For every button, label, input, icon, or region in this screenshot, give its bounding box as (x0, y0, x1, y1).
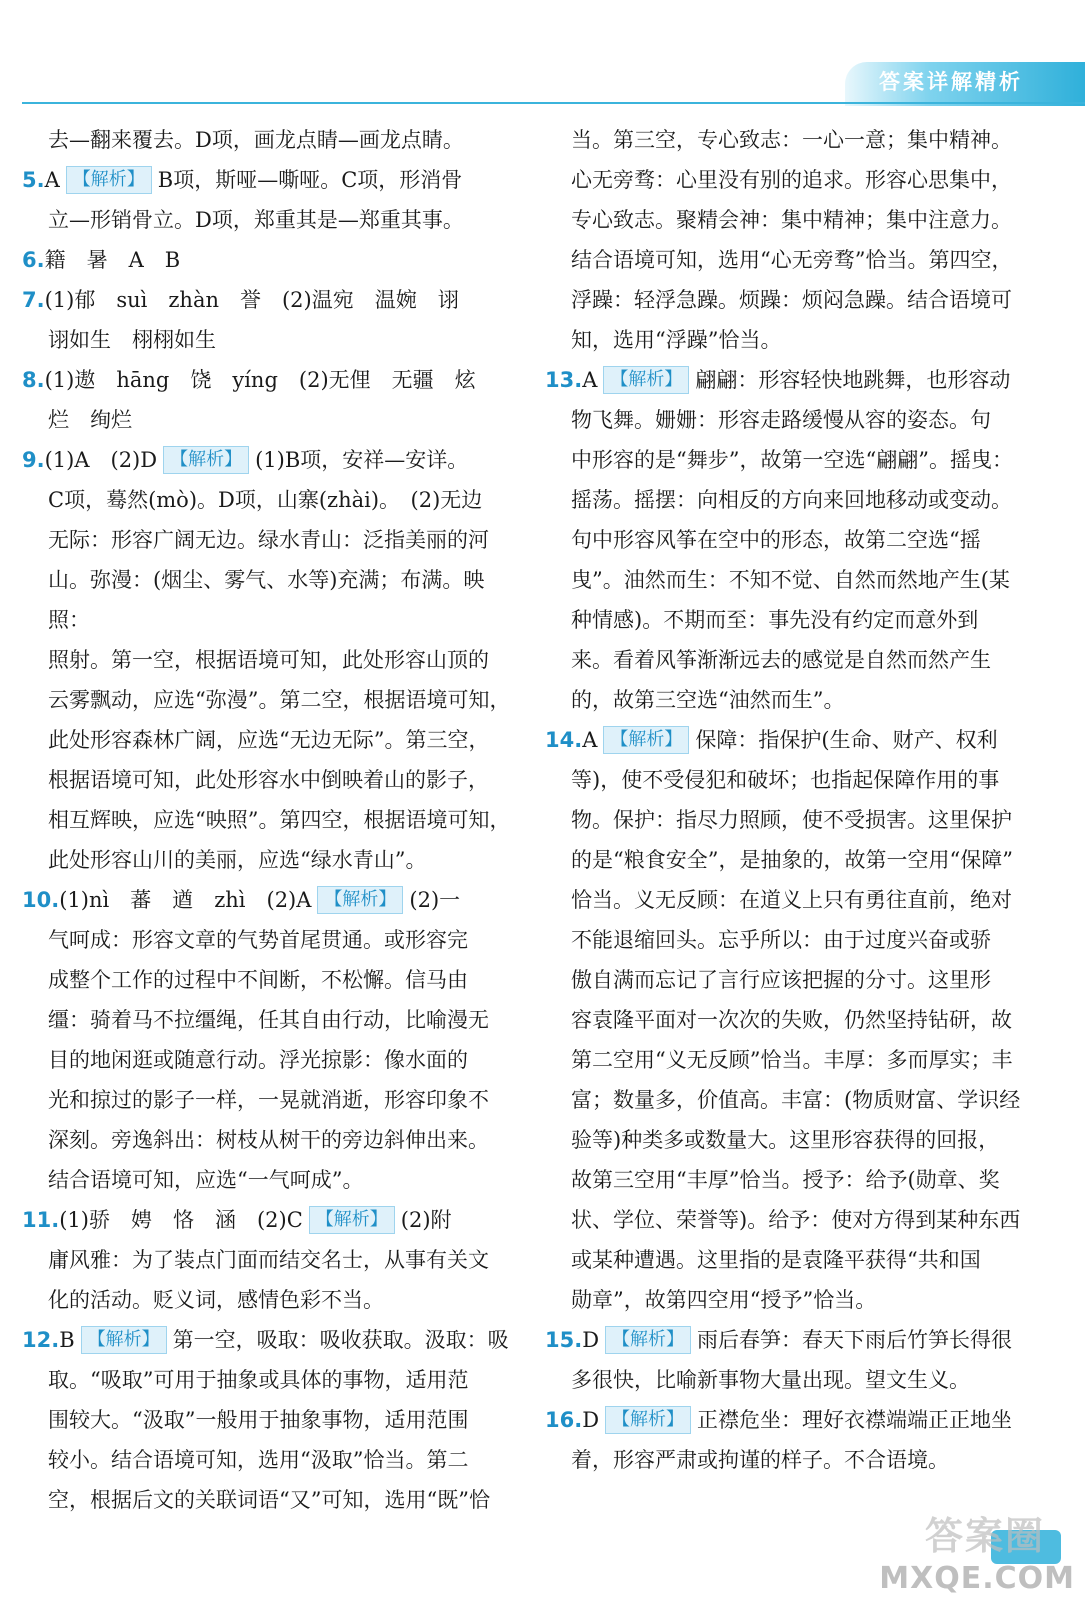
right-column (545, 120, 1023, 1480)
answer-item (545, 1320, 1023, 1400)
analysis-tag: 【解析】 (605, 1326, 691, 1354)
explanation-line: 烂 绚烂 (48, 408, 132, 432)
question-number: 12. (22, 1328, 60, 1352)
answer-item (22, 1320, 522, 1520)
answer-item (22, 160, 522, 240)
question-number: 8. (22, 368, 45, 392)
answer-first-line (22, 1200, 522, 1240)
question-number: 6. (22, 248, 45, 272)
explanation-line: 庸风雅：为了装点门面而结交名士，从事有关文 (48, 1248, 489, 1272)
answer-first-line (22, 240, 522, 280)
explanation-line: 光和掠过的影子一样，一晃就消逝，形容印象不 (48, 1088, 489, 1112)
explanation-line: 无际：形容广阔无边。绿水青山：泛指美丽的河 (48, 528, 489, 552)
analysis-tag: 【解析】 (163, 446, 249, 474)
explanation-line: 物。保护：指尽力照顾，使不受损害。这里保护 (571, 808, 1012, 832)
explanation-line: 去—翻来覆去。D项，画龙点睛—画龙点睛。 (48, 128, 464, 152)
watermark-url: MXQE.COM (879, 1561, 1075, 1596)
explanation-line: 勋章”，故第四空用“授予”恰当。 (571, 1288, 877, 1312)
question-number: 9. (22, 448, 45, 472)
explanation-line: 气呵成：形容文章的气势首尾贯通。或形容完 (48, 928, 468, 952)
left-column (22, 120, 522, 1520)
answer-choice: (1)A (2)D (44, 448, 158, 472)
explanation-line: 故第三空用“丰厚”恰当。授予：给予(勋章、奖 (571, 1168, 1000, 1192)
explanation-line: 着，形容严肃或拘谨的样子。不合语境。 (571, 1448, 949, 1472)
explanation-text: 翩翩：形容轻快地跳舞，也形容动 (695, 368, 1011, 392)
answer-first-line (545, 1320, 1023, 1360)
question-number: 11. (22, 1208, 60, 1232)
explanation-line: 不能退缩回头。忘乎所以：由于过度兴奋或骄 (571, 928, 991, 952)
answer-choice: (1)骄 娉 恪 涵 (2)C (59, 1208, 303, 1232)
explanation-text: (2)附 (400, 1208, 452, 1232)
answer-first-line (545, 360, 1023, 400)
answer-choice: A (44, 168, 60, 192)
question-number: 14. (545, 728, 583, 752)
explanation-line: 的是“粮食安全”，是抽象的，故第一空用“保障” (571, 848, 1013, 872)
answer-item (22, 880, 522, 1200)
explanation-text: 第一空，吸取：吸收获取。汲取：吸 (172, 1328, 509, 1352)
answer-item (545, 120, 1023, 360)
explanation-line: 多很快，比喻新事物大量出现。望文生义。 (571, 1368, 970, 1392)
explanation-line: 此处形容山川的美丽，应选“绿水青山”。 (48, 848, 427, 872)
answer-item (22, 1200, 522, 1320)
answer-choice: D (582, 1408, 600, 1432)
explanation-line: 富；数量多，价值高。丰富：(物质财富、学识经 (571, 1088, 1021, 1112)
analysis-tag: 【解析】 (317, 886, 403, 914)
explanation-line: 验等)种类多或数量大。这里形容获得的回报， (571, 1128, 1000, 1152)
answer-item (22, 120, 522, 160)
answer-choice: A (582, 368, 598, 392)
answer-first-line (22, 880, 522, 920)
analysis-tag: 【解析】 (309, 1206, 395, 1234)
answer-choice: (1)遨 hāng 饶 yíng (2)无俚 无疆 炫 (44, 368, 476, 392)
explanation-line: 第二空用“义无反顾”恰当。丰厚：多而厚实；丰 (571, 1048, 1013, 1072)
explanation-line: 当。第三空，专心致志：一心一意；集中精神。 (571, 128, 1012, 152)
answer-choice: 籍 暑 A B (44, 248, 181, 272)
explanation-line: 中形容的是“舞步”，故第一空选“翩翩”。摇曳： (571, 448, 1013, 472)
answer-first-line (545, 1400, 1023, 1440)
explanation-text: B项，斯哑—嘶哑。C项，形消骨 (157, 168, 463, 192)
explanation-line: 缰：骑着马不拉缰绳，任其自由行动，比喻漫无 (48, 1008, 489, 1032)
watermark-logo-text: 答案圈 (924, 1514, 1045, 1558)
explanation-line: 此处形容森林广阔，应选“无边无际”。第三空， (48, 728, 490, 752)
answer-item (22, 440, 522, 880)
explanation-text: 雨后春笋：春天下雨后竹笋长得很 (697, 1328, 1013, 1352)
header-rule (22, 102, 1085, 104)
answer-item (22, 360, 522, 440)
explanation-line: 相互辉映，应选“映照”。第四空，根据语境可知， (48, 808, 511, 832)
explanation-text: (1)B项，安祥—安详。 (255, 448, 469, 472)
explanation-line: 围较大。“汲取”一般用于抽象事物，适用范围 (48, 1408, 469, 1432)
question-number: 13. (545, 368, 583, 392)
question-number: 16. (545, 1408, 583, 1432)
answer-item (545, 720, 1023, 1320)
answer-first-line (22, 1320, 522, 1360)
explanation-line: 照射。第一空，根据语境可知，此处形容山顶的 (48, 648, 489, 672)
explanation-line: 状、学位、荣誉等)。给予：使对方得到某种东西 (571, 1208, 1021, 1232)
answer-choice: B (59, 1328, 75, 1352)
answer-choice: (1)郁 suì zhàn 誉 (2)温宛 温婉 诩 (44, 288, 459, 312)
explanation-line: 种情感)。不期而至：事先没有约定而意外到 (571, 608, 979, 632)
explanation-line: 结合语境可知，应选“一气呵成”。 (48, 1168, 364, 1192)
question-number: 10. (22, 888, 60, 912)
explanation-line: 曳”。油然而生：不知不觉、自然而然地产生(某 (571, 568, 1010, 592)
explanation-line: 来。看着风筝渐渐远去的感觉是自然而然产生 (571, 648, 991, 672)
explanation-line: 山。弥漫：(烟尘、雾气、水等)充满；布满。映照： (48, 568, 485, 632)
explanation-line: 云雾飘动，应选“弥漫”。第二空，根据语境可知， (48, 688, 511, 712)
answer-item (22, 240, 522, 280)
explanation-line: 傲自满而忘记了言行应该把握的分寸。这里形 (571, 968, 991, 992)
explanation-text: 保障：指保护(生命、财产、权利 (695, 728, 998, 752)
explanation-line: 化的活动。贬义词，感情色彩不当。 (48, 1288, 384, 1312)
explanation-line: 专心致志。聚精会神：集中精神；集中注意力。 (571, 208, 1012, 232)
answer-first-line (22, 160, 522, 200)
explanation-line: 容袁隆平面对一次次的失败，仍然坚持钻研，故 (571, 1008, 1012, 1032)
question-number: 15. (545, 1328, 583, 1352)
explanation-text: 正襟危坐：理好衣襟端端正正地坐 (697, 1408, 1013, 1432)
explanation-line: 摇荡。摇摆：向相反的方向来回地移动或变动。 (571, 488, 1012, 512)
explanation-line: 的，故第三空选“油然而生”。 (571, 688, 845, 712)
answer-item (545, 1400, 1023, 1480)
analysis-tag: 【解析】 (605, 1406, 691, 1434)
answer-item (545, 360, 1023, 720)
question-number: 5. (22, 168, 45, 192)
explanation-line: 取。“吸取”可用于抽象或具体的事物，适用范 (48, 1368, 469, 1392)
explanation-line: 较小。结合语境可知，选用“汲取”恰当。第二 (48, 1448, 469, 1472)
analysis-tag: 【解析】 (81, 1326, 167, 1354)
explanation-line: 浮躁：轻浮急躁。烦躁：烦闷急躁。结合语境可 (571, 288, 1012, 312)
answer-choice: A (582, 728, 598, 752)
explanation-line: 或某种遭遇。这里指的是袁隆平获得“共和国 (571, 1248, 981, 1272)
answer-choice: D (582, 1328, 600, 1352)
answer-first-line (22, 440, 522, 480)
explanation-line: 空，根据后文的关联词语“又”可知，选用“既”恰 (48, 1488, 490, 1512)
explanation-line: 句中形容风筝在空中的形态，故第二空选“摇 (571, 528, 981, 552)
answer-first-line (22, 360, 522, 400)
question-number: 7. (22, 288, 45, 312)
explanation-line: 目的地闲逛或随意行动。浮光掠影：像水面的 (48, 1048, 468, 1072)
explanation-line: C项，蓦然(mò)。D项，山寨(zhài)。 (2)无边 (48, 488, 483, 512)
explanation-line: 成整个工作的过程中不间断，不松懈。信马由 (48, 968, 468, 992)
answer-item (22, 280, 522, 360)
analysis-tag: 【解析】 (603, 726, 689, 754)
explanation-line: 心无旁骛：心里没有别的追求。形容心思集中， (571, 168, 1012, 192)
answer-first-line (545, 720, 1023, 760)
explanation-line: 结合语境可知，选用“心无旁骛”恰当。第四空， (571, 248, 1013, 272)
explanation-line: 等)，使不受侵犯和破坏；也指起保障作用的事 (571, 768, 1000, 792)
explanation-line: 知，选用“浮躁”恰当。 (571, 328, 782, 352)
analysis-tag: 【解析】 (66, 166, 152, 194)
explanation-line: 根据语境可知，此处形容水中倒映着山的影子， (48, 768, 489, 792)
explanation-line: 物飞舞。姗姗：形容走路缓慢从容的姿态。句 (571, 408, 991, 432)
answer-first-line (22, 280, 522, 320)
answer-choice: (1)nì 蕃 遒 zhì (2)A (59, 888, 312, 912)
explanation-line: 恰当。义无反顾：在道义上只有勇往直前，绝对 (571, 888, 1012, 912)
explanation-text: (2)一 (409, 888, 461, 912)
explanation-line: 深刻。旁逸斜出：树枝从树干的旁边斜伸出来。 (48, 1128, 489, 1152)
header-title: 答案详解精析 (879, 70, 1023, 94)
explanation-line: 诩如生 栩栩如生 (48, 328, 216, 352)
explanation-line: 立—形销骨立。D项，郑重其是—郑重其事。 (48, 208, 464, 232)
analysis-tag: 【解析】 (603, 366, 689, 394)
